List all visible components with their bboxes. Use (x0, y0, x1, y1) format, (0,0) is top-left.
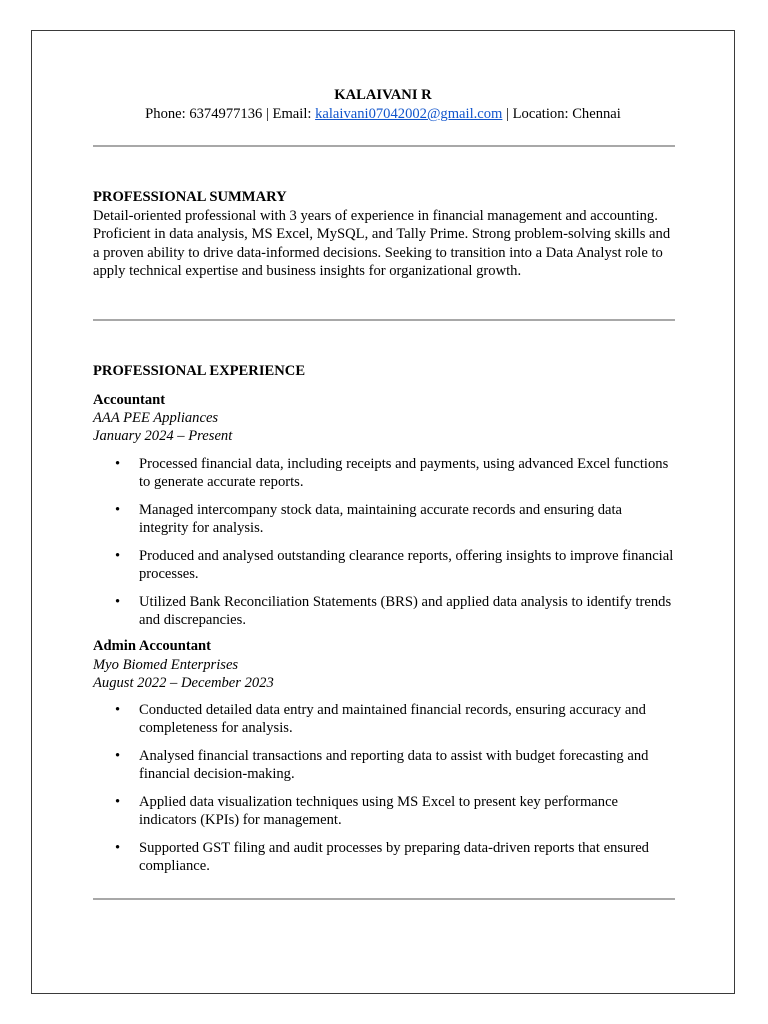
summary-section (93, 188, 675, 281)
job-dates: January 2024 – Present (93, 428, 233, 444)
experience-section (93, 362, 675, 885)
bullet-icon: • (115, 502, 121, 518)
bullet-icon: • (115, 839, 121, 856)
divider-1 (93, 145, 675, 147)
bullet-icon: • (115, 594, 121, 610)
phone-text: Phone: 6374977136 | Email: (145, 106, 316, 122)
list-item: • Processed financial data, including receipts and payments, using advanced Excel functions to generate accurate reports. (115, 456, 669, 490)
job-title: Accountant (93, 391, 166, 408)
location-text: | Location: Chennai (502, 106, 621, 122)
list-item: • Utilized Bank Reconciliation Statements (BRS) and applied data analysis to identify trends and discrepancies. (115, 594, 672, 628)
job-bullets (93, 701, 675, 875)
list-item: • Managed intercompany stock data, maintaining accurate records and ensuring data integrity for analysis. (115, 502, 623, 536)
bullet-icon: • (115, 793, 121, 810)
bullet-icon: • (115, 456, 121, 472)
list-item: • Supported GST filing and audit processes by preparing data-driven reports that ensured compliance. (115, 839, 649, 874)
job-bullets (93, 455, 675, 629)
list-item: • Applied data visualization techniques using MS Excel to present key performance indicators (KPIs) for management. (115, 793, 619, 828)
list-item: • Produced and analysed outstanding clearance reports, offering insights to improve financial processes. (115, 548, 674, 582)
bullet-icon: • (115, 747, 121, 764)
summary-title: PROFESSIONAL SUMMARY (93, 189, 287, 205)
list-item: • Analysed financial transactions and reporting data to assist with budget forecasting and financial decision-making. (115, 747, 649, 782)
job-company: AAA PEE Appliances (93, 410, 219, 426)
job-entry (93, 637, 675, 875)
contact-line (31, 105, 735, 124)
summary-text: Detail-oriented professional with 3 years of experience in financial management and accounting. Proficient in data analysis, MS Excel, MySQL, and Tally Prime. Strong problem-solving skills and a proven ability to drive data-informed decisions. Seeking to transition into a Data Analyst role to apply technical expertise and business insights for organizational growth. (93, 207, 671, 279)
job-title: Admin Accountant (93, 638, 211, 654)
job-entry (93, 391, 675, 630)
experience-title: PROFESSIONAL EXPERIENCE (93, 363, 306, 379)
list-item: • Conducted detailed data entry and maintained financial records, ensuring accuracy and completeness for analysis. (115, 701, 646, 736)
divider-2 (93, 319, 675, 321)
bullet-icon: • (115, 548, 121, 564)
divider-3 (93, 898, 675, 900)
job-company: Myo Biomed Enterprises (93, 656, 239, 673)
email-link[interactable]: kalaivani07042002@gmail.com (315, 106, 503, 122)
candidate-name: KALAIVANI R (334, 87, 432, 103)
bullet-icon: • (115, 701, 121, 718)
resume-header (31, 86, 735, 124)
job-dates: August 2022 – December 2023 (93, 674, 274, 691)
